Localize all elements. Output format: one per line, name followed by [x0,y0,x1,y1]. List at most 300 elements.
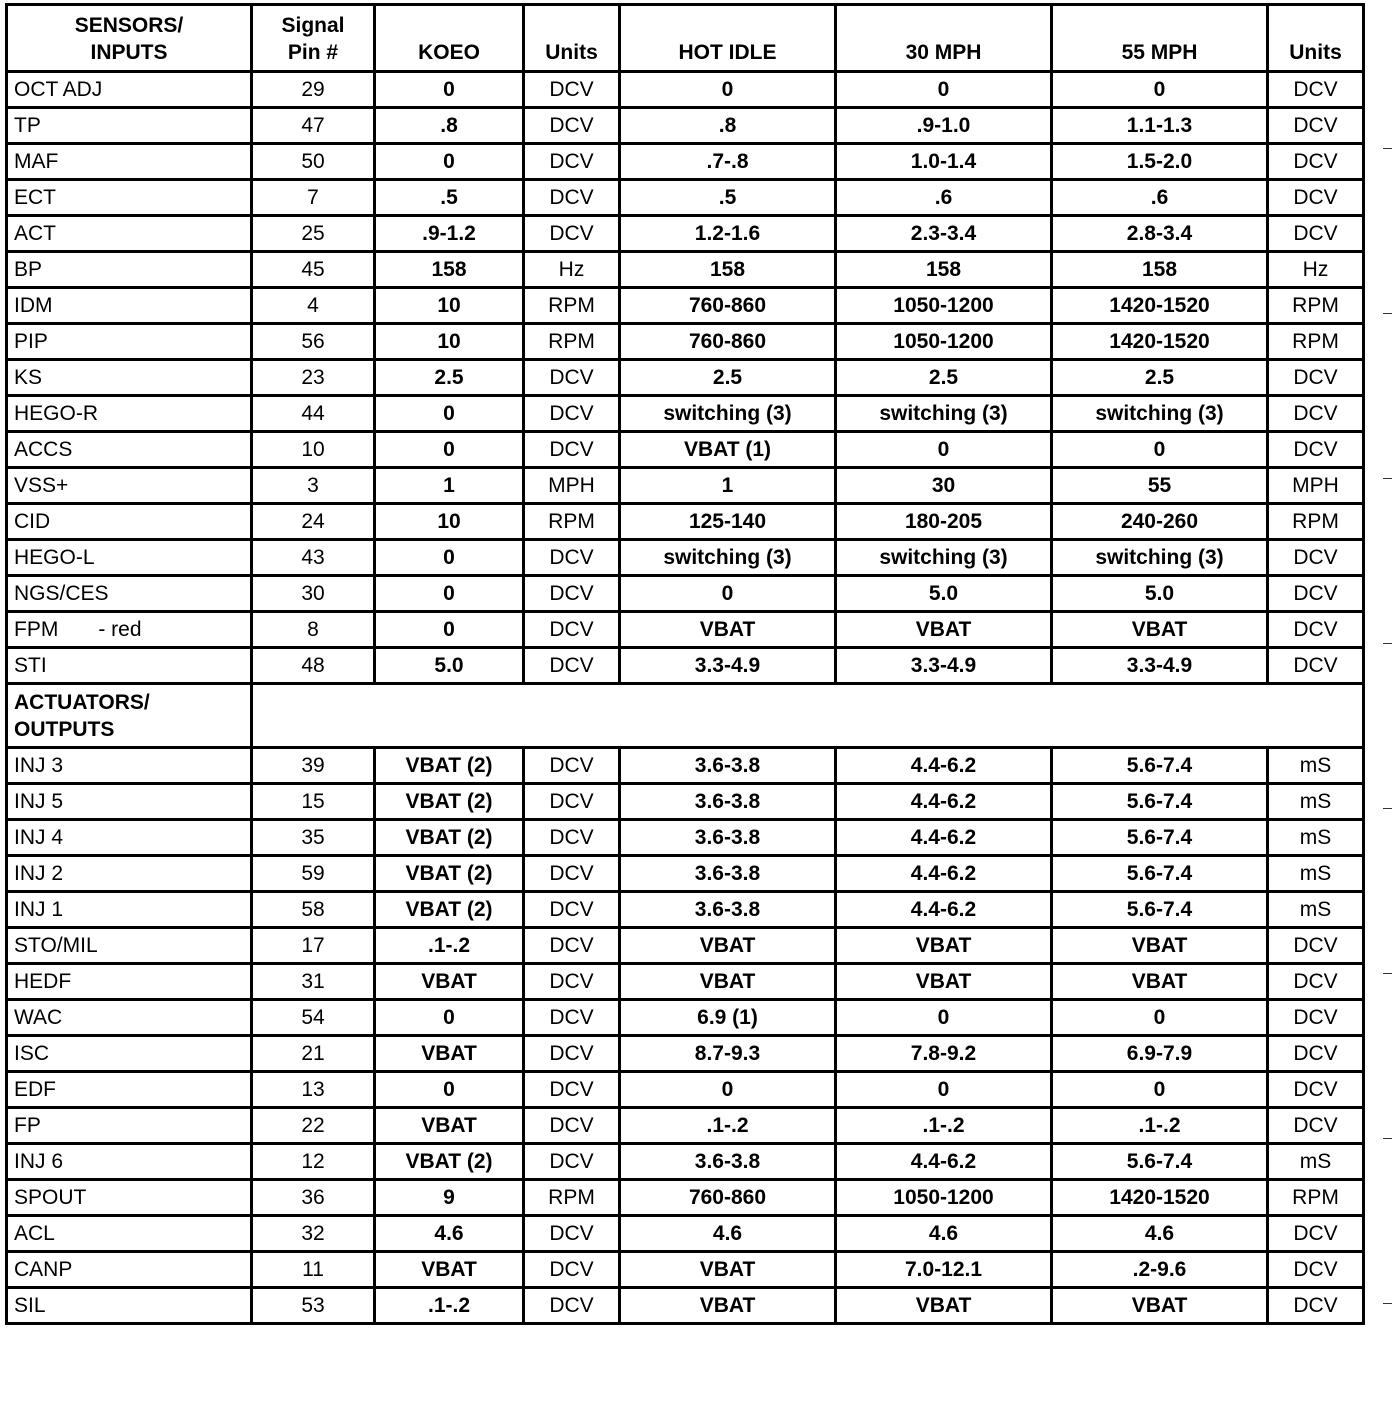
signal-name-cell: CID [7,504,252,540]
signal-pin-cell: 32 [252,1216,375,1252]
mph30-cell: 0 [836,432,1052,468]
mph55-cell: 3.3-4.9 [1052,648,1268,684]
mph30-cell: 4.4-6.2 [836,856,1052,892]
table-row [7,820,1364,856]
units2-cell: DCV [1268,612,1364,648]
mph30-cell: 7.8-9.2 [836,1036,1052,1072]
units-cell: DCV [524,928,620,964]
mph55-cell: VBAT [1052,1288,1268,1324]
table-row [7,892,1364,928]
mph30-cell: 7.0-12.1 [836,1252,1052,1288]
mph55-cell: .6 [1052,180,1268,216]
mph30-cell: 4.4-6.2 [836,892,1052,928]
inputs-section [7,72,1364,684]
hot-idle-cell: .7-.8 [620,144,836,180]
units2-cell: DCV [1268,1036,1364,1072]
koeo-cell: 5.0 [375,648,524,684]
mph55-cell: 5.0 [1052,576,1268,612]
signal-name-cell: IDM [7,288,252,324]
signal-pin-cell: 17 [252,928,375,964]
units-cell: RPM [524,504,620,540]
units2-cell: DCV [1268,1072,1364,1108]
signal-pin-cell: 56 [252,324,375,360]
signal-name-cell: SIL [7,1288,252,1324]
koeo-cell: VBAT (2) [375,784,524,820]
table-row [7,1108,1364,1144]
table-row [7,504,1364,540]
signal-name-cell: ACT [7,216,252,252]
signal-name-cell: MAF [7,144,252,180]
mph30-cell: 4.4-6.2 [836,748,1052,784]
mph55-cell: 5.6-7.4 [1052,1144,1268,1180]
units2-cell: mS [1268,820,1364,856]
signal-name-cell: ECT [7,180,252,216]
signal-name-cell: HEDF [7,964,252,1000]
units-cell: DCV [524,1108,620,1144]
mph55-cell: 5.6-7.4 [1052,892,1268,928]
signal-pin-cell: 3 [252,468,375,504]
margin-tick [1383,478,1392,479]
signal-name-cell: INJ 3 [7,748,252,784]
header-30-mph: 30 MPH [836,5,1052,72]
units-cell: DCV [524,216,620,252]
mph30-cell: 4.4-6.2 [836,1144,1052,1180]
hot-idle-cell: 1 [620,468,836,504]
signal-name-cell: OCT ADJ [7,72,252,108]
hot-idle-cell: VBAT [620,1252,836,1288]
margin-tick [1383,1138,1392,1139]
signal-pin-cell: 59 [252,856,375,892]
units-cell: DCV [524,1216,620,1252]
units-cell: DCV [524,360,620,396]
units-cell: DCV [524,72,620,108]
mph55-cell: switching (3) [1052,396,1268,432]
hot-idle-cell: 0 [620,1072,836,1108]
signal-pin-cell: 25 [252,216,375,252]
koeo-cell: 9 [375,1180,524,1216]
koeo-cell: .8 [375,108,524,144]
units2-cell: DCV [1268,540,1364,576]
mph55-cell: 2.5 [1052,360,1268,396]
koeo-cell: 0 [375,1000,524,1036]
mph55-cell: 55 [1052,468,1268,504]
signal-pin-cell: 12 [252,1144,375,1180]
signal-name-cell: VSS+ [7,468,252,504]
units2-cell: mS [1268,856,1364,892]
koeo-cell: VBAT [375,1036,524,1072]
hot-idle-cell: 2.5 [620,360,836,396]
mph30-cell: .9-1.0 [836,108,1052,144]
units2-cell: MPH [1268,468,1364,504]
mph55-cell: 0 [1052,1000,1268,1036]
signal-name-cell: CANP [7,1252,252,1288]
hot-idle-cell: .5 [620,180,836,216]
mph30-cell: switching (3) [836,396,1052,432]
hot-idle-cell: .8 [620,108,836,144]
table-row [7,1180,1364,1216]
signal-pin-cell: 21 [252,1036,375,1072]
hot-idle-cell: 760-860 [620,324,836,360]
header-signal-pin: Signal Pin # [252,5,375,72]
mph55-cell: 2.8-3.4 [1052,216,1268,252]
koeo-cell: 0 [375,540,524,576]
mph30-cell: 1050-1200 [836,324,1052,360]
signal-pin-cell: 58 [252,892,375,928]
hot-idle-cell: 6.9 (1) [620,1000,836,1036]
units-cell: DCV [524,612,620,648]
margin-tick [1383,973,1392,974]
table-row [7,396,1364,432]
mph55-cell: 5.6-7.4 [1052,820,1268,856]
units2-cell: RPM [1268,1180,1364,1216]
table-row [7,1288,1364,1324]
units2-cell: mS [1268,784,1364,820]
table-row [7,576,1364,612]
signal-name-cell: HEGO-R [7,396,252,432]
mph30-cell: 3.3-4.9 [836,648,1052,684]
table-row [7,856,1364,892]
hot-idle-cell: 0 [620,576,836,612]
signal-pin-cell: 30 [252,576,375,612]
table-row [7,1000,1364,1036]
hot-idle-cell: 4.6 [620,1216,836,1252]
hot-idle-cell: 1.2-1.6 [620,216,836,252]
mph30-cell: 0 [836,72,1052,108]
signal-pin-cell: 22 [252,1108,375,1144]
table-row [7,252,1364,288]
table-row [7,964,1364,1000]
hot-idle-cell: .1-.2 [620,1108,836,1144]
mph55-cell: 4.6 [1052,1216,1268,1252]
koeo-cell: .1-.2 [375,1288,524,1324]
signal-pin-cell: 8 [252,612,375,648]
units-cell: DCV [524,820,620,856]
signal-pin-cell: 45 [252,252,375,288]
mph30-cell: 180-205 [836,504,1052,540]
table-row [7,432,1364,468]
units-cell: DCV [524,1144,620,1180]
header-koeo: KOEO [375,5,524,72]
table-row [7,748,1364,784]
section-blank [252,684,1364,748]
signal-name-cell: INJ 1 [7,892,252,928]
units-cell: RPM [524,1180,620,1216]
units2-cell: mS [1268,1144,1364,1180]
hot-idle-cell: 8.7-9.3 [620,1036,836,1072]
hot-idle-cell: VBAT [620,928,836,964]
margin-tick [1383,313,1392,314]
hot-idle-cell: switching (3) [620,540,836,576]
mph30-cell: VBAT [836,1288,1052,1324]
hot-idle-cell: 3.6-3.8 [620,856,836,892]
margin-tick [1383,1303,1392,1304]
mph55-cell: 5.6-7.4 [1052,748,1268,784]
mph55-cell: 5.6-7.4 [1052,856,1268,892]
signal-name-cell: STI [7,648,252,684]
hot-idle-cell: VBAT [620,612,836,648]
mph30-cell: 1.0-1.4 [836,144,1052,180]
signal-pin-cell: 48 [252,648,375,684]
units-cell: Hz [524,252,620,288]
koeo-cell: 158 [375,252,524,288]
mph30-cell: 5.0 [836,576,1052,612]
hot-idle-cell: VBAT [620,964,836,1000]
units2-cell: DCV [1268,1216,1364,1252]
signal-name-cell: TP [7,108,252,144]
mph55-cell: 0 [1052,72,1268,108]
mph30-cell: 2.3-3.4 [836,216,1052,252]
units2-cell: DCV [1268,180,1364,216]
signal-name-cell: INJ 4 [7,820,252,856]
hot-idle-cell: switching (3) [620,396,836,432]
mph30-cell: .1-.2 [836,1108,1052,1144]
mph55-cell: 0 [1052,1072,1268,1108]
units-cell: DCV [524,1036,620,1072]
signal-name-cell: ACCS [7,432,252,468]
koeo-cell: 10 [375,288,524,324]
hot-idle-cell: 3.6-3.8 [620,748,836,784]
units2-cell: DCV [1268,964,1364,1000]
mph30-cell: 1050-1200 [836,1180,1052,1216]
header-row [7,5,1364,72]
signal-pin-cell: 13 [252,1072,375,1108]
mph55-cell: 1.1-1.3 [1052,108,1268,144]
signal-pin-cell: 23 [252,360,375,396]
mph55-cell: 1420-1520 [1052,324,1268,360]
margin-tick [1383,808,1392,809]
units2-cell: DCV [1268,360,1364,396]
mph30-cell: 158 [836,252,1052,288]
mph30-cell: 4.6 [836,1216,1052,1252]
table-row [7,784,1364,820]
table-row [7,144,1364,180]
mph55-cell: 1420-1520 [1052,1180,1268,1216]
signal-name-cell: INJ 5 [7,784,252,820]
signal-pin-cell: 50 [252,144,375,180]
hot-idle-cell: 760-860 [620,1180,836,1216]
signal-name-cell: SPOUT [7,1180,252,1216]
table-row [7,928,1364,964]
signal-name-cell: PIP [7,324,252,360]
signal-name-cell: ACL [7,1216,252,1252]
units-cell: DCV [524,892,620,928]
units-cell: DCV [524,180,620,216]
mph30-cell: 0 [836,1072,1052,1108]
signal-pin-cell: 15 [252,784,375,820]
mph55-cell: VBAT [1052,928,1268,964]
units2-cell: RPM [1268,504,1364,540]
units-cell: DCV [524,432,620,468]
signal-pin-cell: 24 [252,504,375,540]
wire-color-note: - red [98,617,142,641]
section-header-row [7,684,1364,748]
hot-idle-cell: 3.3-4.9 [620,648,836,684]
units-cell: DCV [524,1252,620,1288]
mph30-cell: 1050-1200 [836,288,1052,324]
hot-idle-cell: 3.6-3.8 [620,784,836,820]
signal-pin-cell: 47 [252,108,375,144]
table-row [7,468,1364,504]
signal-name-cell: ISC [7,1036,252,1072]
signal-pin-cell: 39 [252,748,375,784]
units-cell: DCV [524,1000,620,1036]
section-title: ACTUATORS/ OUTPUTS [7,684,252,748]
signal-pin-cell: 54 [252,1000,375,1036]
units-cell: MPH [524,468,620,504]
signal-name-cell: FPM - red [7,612,252,648]
koeo-cell: VBAT (2) [375,748,524,784]
signal-name-cell: INJ 6 [7,1144,252,1180]
units-cell: DCV [524,540,620,576]
table-row [7,72,1364,108]
table-row [7,216,1364,252]
mph55-cell: .1-.2 [1052,1108,1268,1144]
units-cell: DCV [524,748,620,784]
units-cell: DCV [524,108,620,144]
mph55-cell: 1420-1520 [1052,288,1268,324]
koeo-cell: 0 [375,432,524,468]
koeo-cell: VBAT (2) [375,892,524,928]
units-cell: DCV [524,1288,620,1324]
signal-pin-cell: 7 [252,180,375,216]
table-row [7,1036,1364,1072]
mph30-cell: .6 [836,180,1052,216]
mph30-cell: 4.4-6.2 [836,784,1052,820]
koeo-cell: 0 [375,1072,524,1108]
hot-idle-cell: 158 [620,252,836,288]
units2-cell: DCV [1268,108,1364,144]
mph55-cell: 240-260 [1052,504,1268,540]
units-cell: DCV [524,1072,620,1108]
table-row [7,540,1364,576]
mph55-cell: 0 [1052,432,1268,468]
units2-cell: DCV [1268,396,1364,432]
signal-name-cell: HEGO-L [7,540,252,576]
units2-cell: DCV [1268,576,1364,612]
mph55-cell: .2-9.6 [1052,1252,1268,1288]
outputs-section-header [7,684,1364,748]
table-row [7,108,1364,144]
units-cell: RPM [524,288,620,324]
mph30-cell: 2.5 [836,360,1052,396]
units2-cell: DCV [1268,432,1364,468]
units2-cell: DCV [1268,928,1364,964]
units2-cell: DCV [1268,216,1364,252]
header-sensors: SENSORS/ INPUTS [7,5,252,72]
table-row [7,324,1364,360]
mph30-cell: VBAT [836,928,1052,964]
table-row [7,288,1364,324]
koeo-cell: VBAT (2) [375,1144,524,1180]
signal-pin-cell: 53 [252,1288,375,1324]
hot-idle-cell: 0 [620,72,836,108]
koeo-cell: 10 [375,324,524,360]
signal-name-cell: KS [7,360,252,396]
table-row [7,1252,1364,1288]
hot-idle-cell: 3.6-3.8 [620,892,836,928]
signal-pin-cell: 44 [252,396,375,432]
mph30-cell: VBAT [836,612,1052,648]
koeo-cell: VBAT (2) [375,856,524,892]
units2-cell: DCV [1268,1108,1364,1144]
signal-pin-cell: 10 [252,432,375,468]
mph55-cell: 1.5-2.0 [1052,144,1268,180]
koeo-cell: 1 [375,468,524,504]
units-cell: DCV [524,396,620,432]
pin-voltage-table [5,3,1365,1325]
units-cell: DCV [524,648,620,684]
outputs-section [7,748,1364,1324]
table-row [7,180,1364,216]
koeo-cell: 4.6 [375,1216,524,1252]
hot-idle-cell: 125-140 [620,504,836,540]
units2-cell: DCV [1268,72,1364,108]
mph55-cell: 5.6-7.4 [1052,784,1268,820]
mph30-cell: switching (3) [836,540,1052,576]
units-cell: RPM [524,324,620,360]
header-units-2: Units [1268,5,1364,72]
units-cell: DCV [524,964,620,1000]
units-cell: DCV [524,144,620,180]
margin-tick [1383,643,1392,644]
signal-pin-cell: 35 [252,820,375,856]
koeo-cell: VBAT (2) [375,820,524,856]
units2-cell: DCV [1268,648,1364,684]
signal-name-cell: WAC [7,1000,252,1036]
hot-idle-cell: VBAT [620,1288,836,1324]
units2-cell: RPM [1268,288,1364,324]
signal-pin-cell: 4 [252,288,375,324]
mph30-cell: 4.4-6.2 [836,820,1052,856]
units-cell: DCV [524,784,620,820]
units-cell: DCV [524,856,620,892]
mph55-cell: 158 [1052,252,1268,288]
signal-pin-cell: 31 [252,964,375,1000]
mph55-cell: 6.9-7.9 [1052,1036,1268,1072]
units2-cell: RPM [1268,324,1364,360]
hot-idle-cell: VBAT (1) [620,432,836,468]
koeo-cell: 0 [375,396,524,432]
koeo-cell: 0 [375,144,524,180]
header-55-mph: 55 MPH [1052,5,1268,72]
mph55-cell: VBAT [1052,964,1268,1000]
table-row [7,1072,1364,1108]
signal-pin-cell: 36 [252,1180,375,1216]
signal-name-cell: FP [7,1108,252,1144]
signal-name-cell: STO/MIL [7,928,252,964]
hot-idle-cell: 3.6-3.8 [620,820,836,856]
units2-cell: DCV [1268,1000,1364,1036]
table-row [7,360,1364,396]
header-hot-idle: HOT IDLE [620,5,836,72]
header-units: Units [524,5,620,72]
signal-pin-cell: 43 [252,540,375,576]
signal-name-cell: EDF [7,1072,252,1108]
signal-pin-cell: 11 [252,1252,375,1288]
units2-cell: mS [1268,748,1364,784]
mph30-cell: 0 [836,1000,1052,1036]
koeo-cell: 0 [375,612,524,648]
hot-idle-cell: 760-860 [620,288,836,324]
units2-cell: DCV [1268,1288,1364,1324]
table-row [7,648,1364,684]
mph30-cell: 30 [836,468,1052,504]
koeo-cell: VBAT [375,1108,524,1144]
hot-idle-cell: 3.6-3.8 [620,1144,836,1180]
table-row [7,1216,1364,1252]
koeo-cell: 0 [375,72,524,108]
signal-name-cell: BP [7,252,252,288]
